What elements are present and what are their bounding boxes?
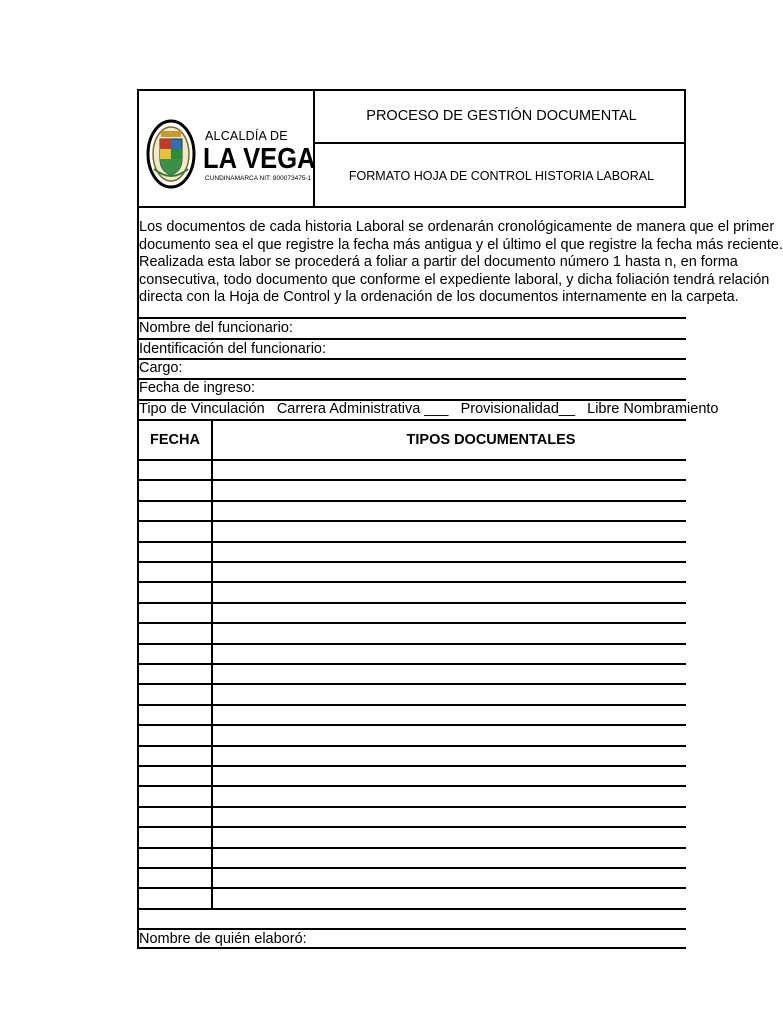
table-row: [137, 561, 686, 563]
logo: [137, 89, 315, 206]
table-row: [137, 704, 686, 706]
field-tipo-vinculacion: Tipo de Vinculación Carrera Administrativa ___ Provisionalidad__ Libre Nombramiento: [139, 401, 719, 417]
field-cargo: Cargo:: [139, 360, 183, 376]
col-header-fecha: FECHA: [150, 432, 200, 448]
table-row: [137, 479, 686, 481]
instruction-line: consecutiva, todo documento que conforme el expediente laboral, y dicha foliación tendrá relación: [139, 271, 770, 288]
table-row: [137, 724, 686, 726]
instruction-line: directa con la Hoja de Control y la ordenación de los documentos internamente en la carpeta.: [139, 289, 739, 305]
coat-of-arms-icon: [146, 119, 196, 189]
table-row: [137, 663, 686, 665]
table-row: [137, 745, 686, 747]
table-row: [137, 826, 686, 828]
field-fecha-ingreso: Fecha de ingreso:: [139, 380, 256, 396]
instructions: [139, 219, 783, 307]
logo-line2: LA VEGA: [203, 143, 316, 175]
logo-line3: CUNDINAMARCA NIT: 800073475-1: [205, 175, 312, 182]
instruction-line: Realizada esta labor se procederá a foliar a partir del documento número 1 hasta n, en forma: [139, 254, 738, 270]
table-row: [137, 847, 686, 849]
table-header-line: [137, 459, 686, 461]
header-bottom-line: [137, 206, 686, 208]
table-row: [137, 581, 686, 583]
format-title: FORMATO HOJA DE CONTROL HISTORIA LABORAL: [348, 168, 655, 183]
table-row: [137, 908, 686, 910]
table-row: [137, 643, 686, 645]
table-row: [137, 887, 686, 889]
field-identificacion: Identificación del funcionario:: [139, 341, 327, 357]
logo-line1: ALCALDÍA DE: [205, 129, 288, 143]
field-line: [137, 358, 686, 360]
table-row: [137, 765, 686, 767]
table-row: [137, 500, 686, 502]
col-header-tipos: TIPOS DOCUMENTALES: [406, 432, 576, 448]
table-column-divider: [211, 419, 213, 909]
field-nombre: Nombre del funcionario:: [139, 320, 293, 336]
process-title: PROCESO DE GESTIÓN DOCUMENTAL: [366, 108, 637, 124]
control-sheet: [137, 89, 783, 949]
table-row: [137, 683, 686, 685]
instruction-line: Los documentos de cada historia Laboral se ordenarán cronológicamente de manera que el primer: [139, 219, 775, 235]
table-row: [137, 541, 686, 543]
table-row: [137, 867, 686, 869]
table-row: [137, 785, 686, 787]
table-row: [137, 602, 686, 604]
field-elaboro: Nombre de quién elaboró:: [139, 931, 307, 947]
table-row: [137, 806, 686, 808]
footer-bottom-line: [137, 947, 686, 949]
table-row: [137, 622, 686, 624]
instruction-line: documento sea el que registre la fecha más antigua y el último el que registre la fecha más reciente.: [139, 236, 783, 253]
table-row: [137, 520, 686, 522]
